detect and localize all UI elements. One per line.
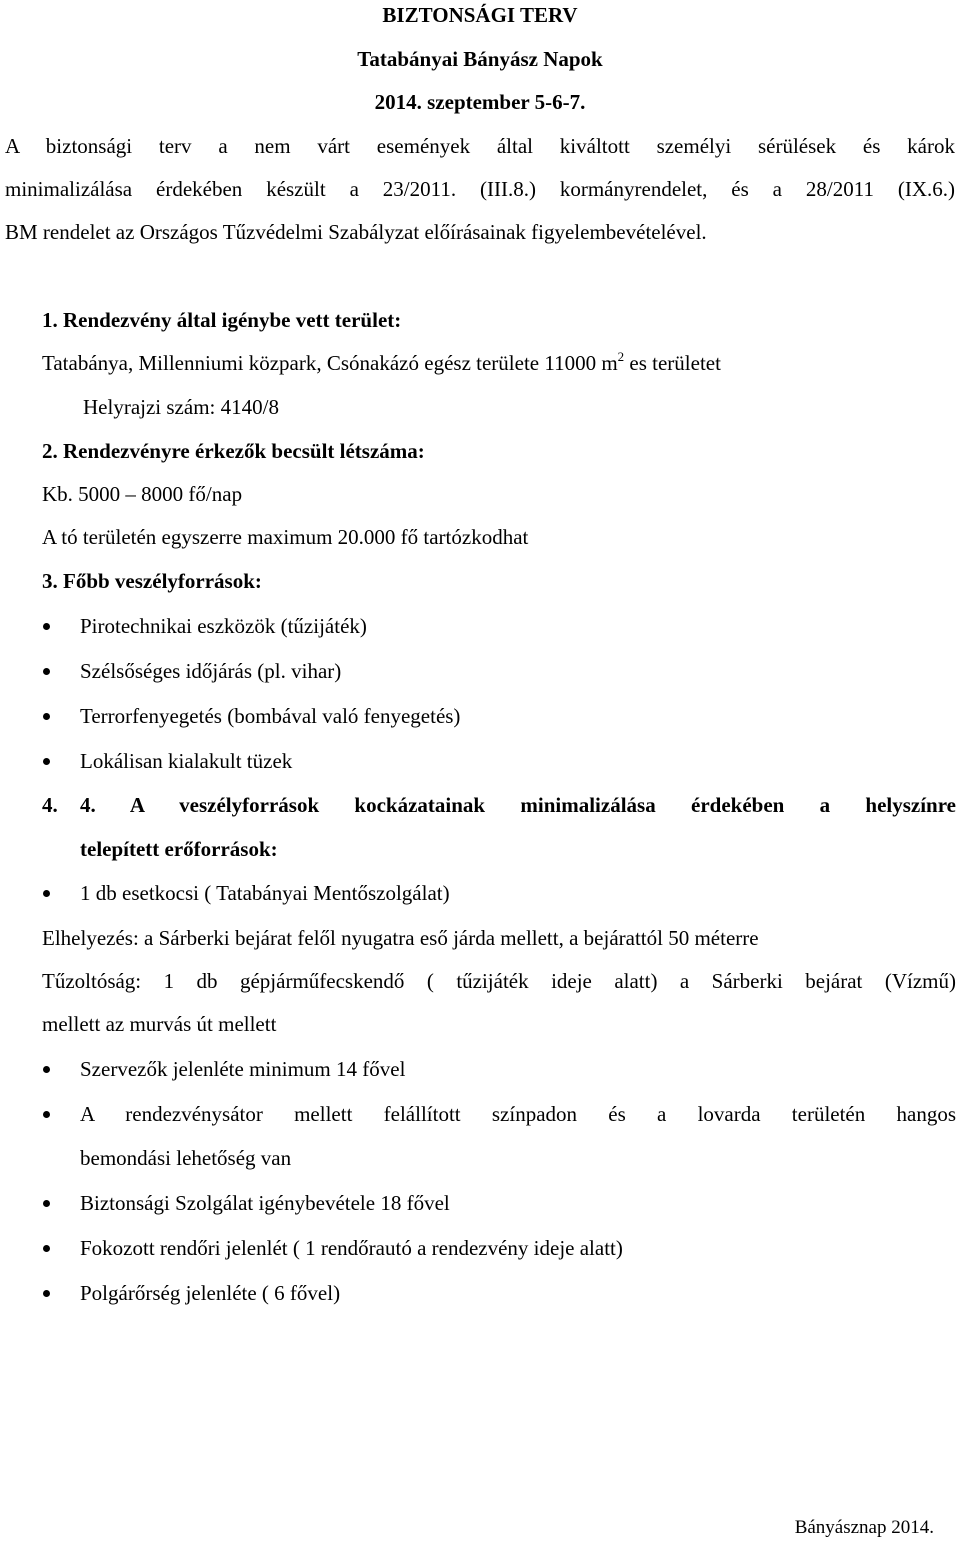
bullet-icon bbox=[43, 713, 50, 720]
resource-item: Polgárőrség jelenléte ( 6 fővel) bbox=[80, 1281, 341, 1305]
attendance-estimate: Kb. 5000 – 8000 fő/nap bbox=[42, 482, 243, 506]
section-4-heading-line-1: 4. A veszélyforrások kockázatainak minimalizálása érdekében a helyszínre bbox=[80, 793, 956, 817]
bullet-icon bbox=[43, 623, 50, 630]
bullet-icon bbox=[43, 1111, 50, 1118]
resource-item: A rendezvénysátor mellett felállított színpadon és a lovarda területén hangos bbox=[80, 1102, 956, 1126]
hazard-item: Szélsőséges időjárás (pl. vihar) bbox=[80, 659, 342, 683]
bullet-icon bbox=[43, 890, 50, 897]
bullet-icon bbox=[43, 668, 50, 675]
section-4-heading-line-2: telepített erőforrások: bbox=[80, 837, 278, 861]
intro-line-2: minimalizálása érdekében készült a 23/2011. (III.8.) kormányrendelet, és a 28/2011 (IX.6.) bbox=[5, 177, 955, 201]
resource-item: Fokozott rendőri jelenlét ( 1 rendőrautó a rendezvény ideje alatt) bbox=[80, 1236, 623, 1260]
fire-brigade-line-2: mellett az murvás út mellett bbox=[42, 1012, 277, 1036]
bullet-icon bbox=[43, 758, 50, 765]
section-1-heading: 1. Rendezvény által igénybe vett terület: bbox=[42, 308, 402, 332]
document-title: BIZTONSÁGI TERV bbox=[382, 3, 578, 27]
bullet-icon bbox=[43, 1245, 50, 1252]
section-2-heading: 2. Rendezvényre érkezők becsült létszáma: bbox=[42, 439, 425, 463]
resource-item: Szervezők jelenléte minimum 14 fővel bbox=[80, 1057, 406, 1081]
resource-item-continuation: bemondási lehetőség van bbox=[80, 1146, 292, 1170]
area-unit-exponent: 2 bbox=[617, 349, 625, 364]
ambulance-placement: Elhelyezés: a Sárberki bejárat felől nyugatra eső járda mellett, a bejárattól 50 méterre bbox=[42, 926, 759, 950]
intro-line-1: A biztonsági terv a nem várt események által kiváltott személyi sérülések és károk bbox=[5, 134, 955, 158]
bullet-icon bbox=[43, 1290, 50, 1297]
page-footer: Bányásznap 2014. bbox=[794, 1517, 934, 1538]
hazard-item: Lokálisan kialakult tüzek bbox=[80, 749, 293, 773]
intro-line-3: BM rendelet az Országos Tűzvédelmi Szabályzat előírásainak figyelembevételével. bbox=[5, 220, 707, 244]
attendance-maximum: A tó területén egyszerre maximum 20.000 fő tartózkodhat bbox=[42, 525, 529, 549]
bullet-icon bbox=[43, 1066, 50, 1073]
resource-ambulance: 1 db esetkocsi ( Tatabányai Mentőszolgálat) bbox=[80, 881, 450, 905]
parcel-number: Helyrajzi szám: 4140/8 bbox=[83, 395, 279, 419]
fire-brigade-line-1: Tűzoltóság: 1 db gépjárműfecskendő ( tűzijáték ideje alatt) a Sárberki bejárat (Vízmű) bbox=[42, 969, 956, 993]
section-3-heading: 3. Főbb veszélyforrások: bbox=[42, 569, 262, 593]
event-date: 2014. szeptember 5-6-7. bbox=[374, 90, 586, 114]
resource-item: Biztonsági Szolgálat igénybevétele 18 fővel bbox=[80, 1191, 450, 1215]
hazard-item: Terrorfenyegetés (bombával való fenyegetés) bbox=[80, 704, 461, 728]
area-description: Tatabánya, Millenniumi közpark, Csónakázó egész területe 11000 $m^2$ es területet bbox=[42, 349, 721, 375]
hazard-item: Pirotechnikai eszközök (tűzijáték) bbox=[80, 614, 367, 638]
section-4-number: 4. bbox=[42, 793, 58, 817]
bullet-icon bbox=[43, 1200, 50, 1207]
event-name: Tatabányai Bányász Napok bbox=[357, 47, 603, 71]
